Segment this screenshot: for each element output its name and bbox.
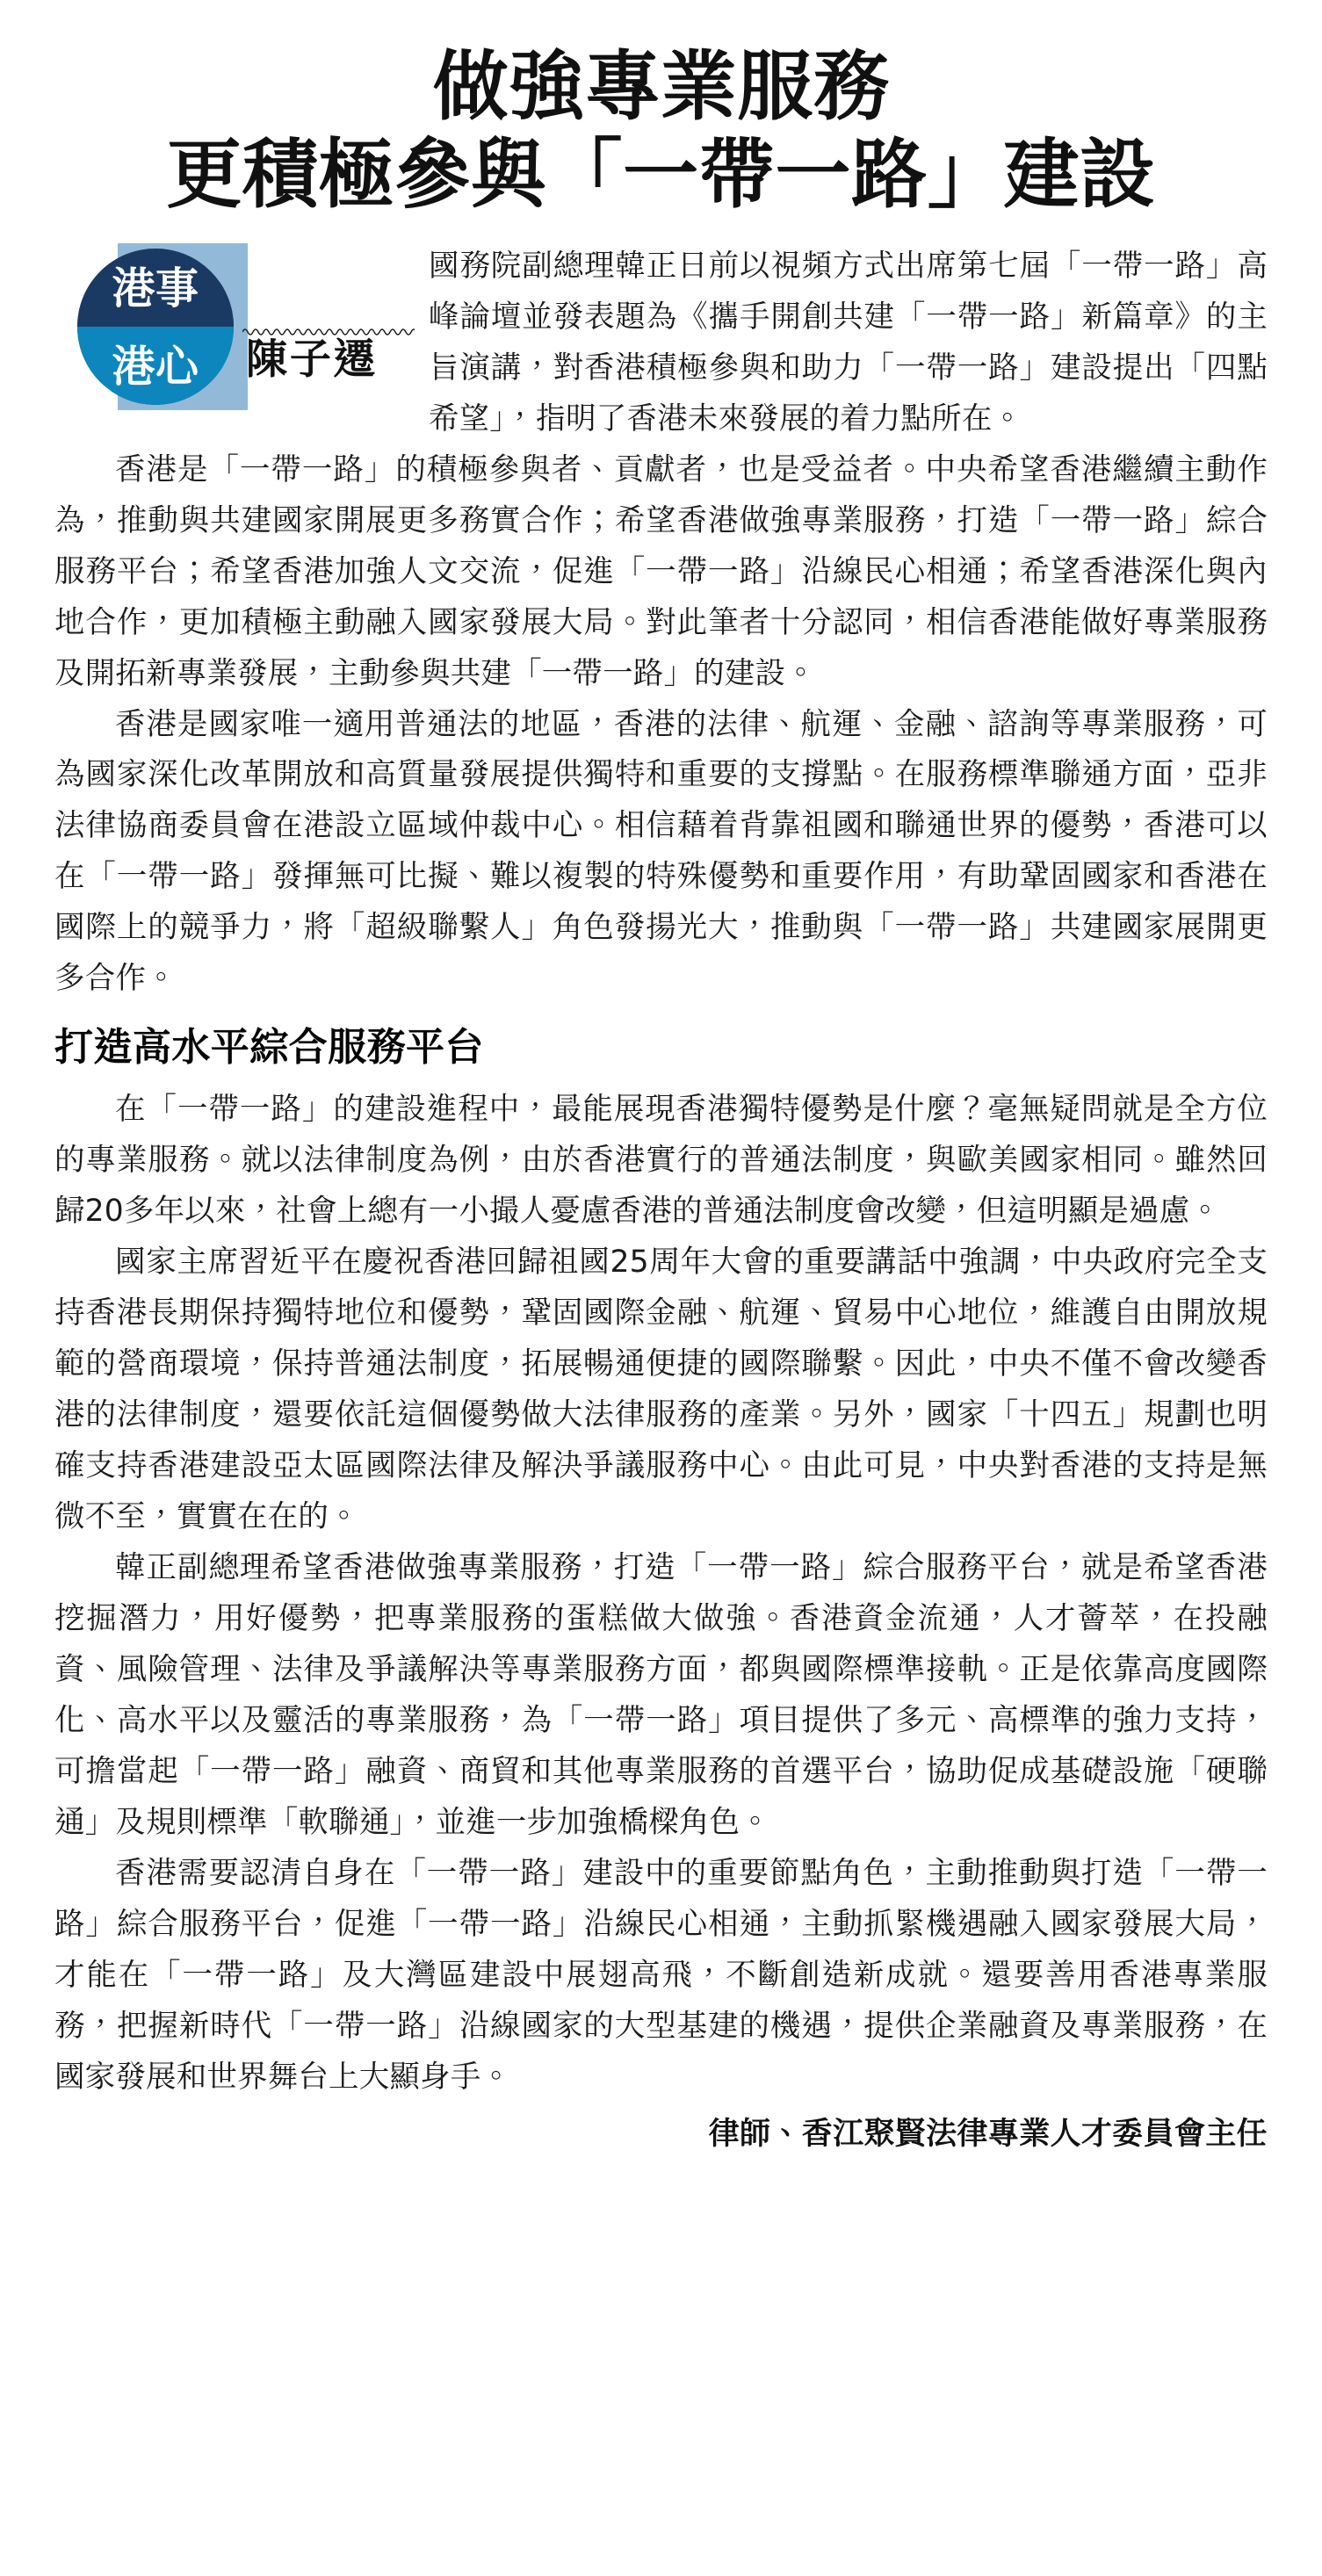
- logo-bottom-half: [77, 327, 234, 405]
- byline: [54, 242, 423, 405]
- paragraph: 國家主席習近平在慶祝香港回歸祖國25周年大會的重要講話中強調，中央政府完全支持香港長期保持獨特地位和優勢，鞏固國際金融、航運、貿易中心地位，維護自由開放規範的營商環境，保持普通法制度，拓展暢通便捷的國際聯繫。因此，中央不僅不會改變香港的法律制度，還要依託這個優勢做大法律服務的產業。另外，國家「十四五」規劃也明確支持香港建設亞太區國際法律及解決爭議服務中心。由此可見，中央對香港的支持是無微不至，實實在在的。: [54, 1245, 1268, 1535]
- paragraph: 香港是國家唯一適用普通法的地區，香港的法律、航運、金融、諮詢等專業服務，可為國家深化改革開放和高質量發展提供獨特和重要的支撐點。在服務標準聯通方面，亞非法律協商委員會在港設立區域仲裁中心。相信藉着背靠祖國和聯通世界的優勢，香港可以在「一帶一路」發揮無可比擬、難以複製的特殊優勢和重要作用，有助鞏固國家和香港在國際上的競爭力，將「超級聯繫人」角色發揚光大，推動與「一帶一路」共建國家展開更多合作。: [54, 706, 1268, 997]
- author-attribution: 律師、香江聚賢法律專業人才委員會主任: [708, 2117, 1268, 2153]
- logo-top-half: [77, 249, 234, 327]
- headline-line-2: 更積極參與「一帶一路」建設: [166, 130, 1156, 220]
- paragraph: 在「一帶一路」的建設進程中，最能展現香港獨特優勢是什麼？毫無疑問就是全方位的專業服務。就以法律制度為例，由於香港實行的普通法制度，與歐美國家相同。雖然回歸20多年以來，社會上總有一小撮人憂慮香港的普通法制度會改變，但這明顯是過慮。: [54, 1092, 1268, 1230]
- logo-top-label: 港事: [112, 263, 199, 314]
- headline-line-1: 做強專業服務: [432, 42, 890, 132]
- byline-and-lead: [54, 242, 1268, 445]
- section-subheading: 打造高水平綜合服務平台: [54, 1025, 484, 1071]
- author-name: 陳子遷: [246, 335, 378, 384]
- paragraph: 香港是「一帶一路」的積極參與者、貢獻者，也是受益者。中央希望香港繼續主動作為，推動與共建國家開展更多務實合作；希望香港做強專業服務，打造「一帶一路」綜合服務平台；希望香港加強人文交流，促進「一帶一路」沿線民心相通；希望香港深化與內地合作，更加積極主動融入國家發展大局。對此筆者十分認同，相信香港能做好專業服務及開拓新專業發展，主動參與共建「一帶一路」的建設。: [54, 451, 1268, 691]
- lead-paragraph: 國務院副總理韓正日前以視頻方式出席第七屆「一帶一路」高峰論壇並發表題為《攜手開創共建「一帶一路」新篇章》的主旨演講，對香港積極參與和助力「一帶一路」建設提出「四點希望」，指明了香港未來發展的着力點所在。: [429, 248, 1268, 437]
- logo-bottom-label: 港心: [112, 341, 199, 392]
- page-title: [54, 18, 1268, 219]
- body-after-subhead: [54, 1085, 1268, 2103]
- logo-circle: [77, 249, 234, 405]
- body-before-subhead: [54, 445, 1268, 1005]
- author-block: [237, 326, 422, 383]
- paragraph: 香港需要認清自身在「一帶一路」建設中的重要節點角色，主動推動與打造「一帶一路」綜合服務平台，促進「一帶一路」沿線民心相通，主動抓緊機遇融入國家發展大局，才能在「一帶一路」及大灣區建設中展翅高飛，不斷創造新成就。還要善用香港專業服務，把握新時代「一帶一路」沿線國家的大型基建的機遇，提供企業融資及專業服務，在國家發展和世界舞台上大顯身手。: [54, 1855, 1268, 2095]
- column-logo: [77, 243, 249, 410]
- paragraph: 韓正副總理希望香港做強專業服務，打造「一帶一路」綜合服務平台，就是希望香港挖掘潛力，用好優勢，把專業服務的蛋糕做大做強。香港資金流通，人才薈萃，在投融資、風險管理、法律及爭議解決等專業服務方面，都與國際標準接軌。正是依靠高度國際化、高水平以及靈活的專業服務，為「一帶一路」項目提供了多元、高標準的強力支持，可擔當起「一帶一路」融資、商貿和其他專業服務的首選平台，協助促成基礎設施「硬聯通」及規則標準「軟聯通」，並進一步加強橋樑角色。: [54, 1550, 1268, 1840]
